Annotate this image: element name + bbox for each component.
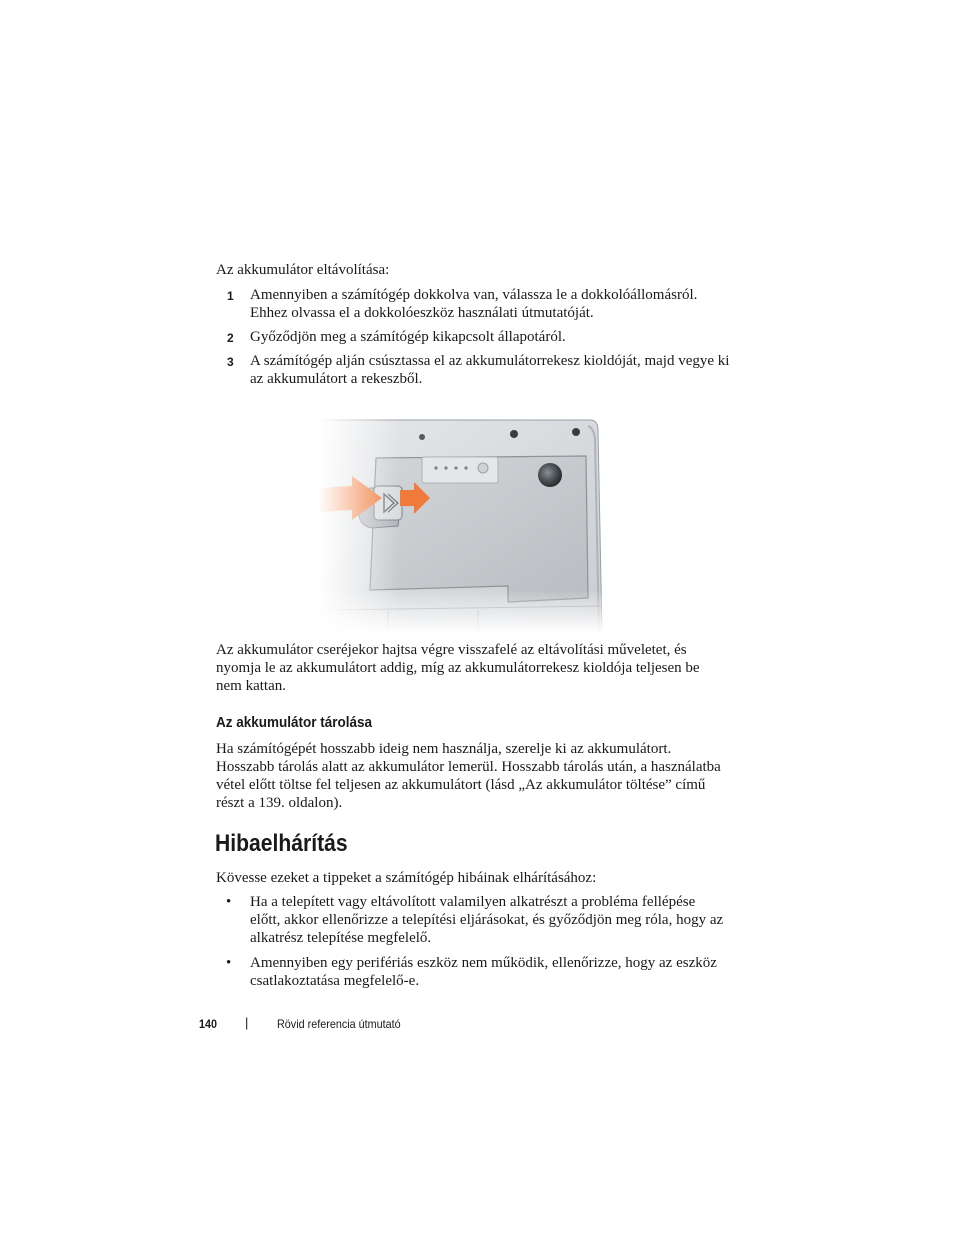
storage-paragraph: Ha számítógépét hosszabb ideig nem használja, szerelje ki az akkumulátort. Hosszabb tárolás alatt az akkumulátor lemerül. Hosszabb tárolás után, a használatba vétel előtt töltse fel teljesen az akkumulátort (lásd „Az akkumulátor töltése” című részt a 139. oldalon). xyxy=(216,741,721,811)
intro-text: Az akkumulátor eltávolítása: xyxy=(216,262,390,278)
battery-removal-illustration xyxy=(318,418,608,633)
step-text: A számítógép alján csúsztassa el az akkumulátorrekesz kioldóját, majd vegye ki az akkumulátort a rekeszből. xyxy=(250,353,730,387)
step-text: Győződjön meg a számítógép kikapcsolt állapotáról. xyxy=(250,329,566,345)
laptop-underside-image xyxy=(318,418,608,633)
footer-title: Rövid referencia útmutató xyxy=(277,1017,401,1031)
step-text: Amennyiben a számítógép dokkolva van, válassza le a dokkolóállomásról. Ehhez olvassa el a dokkolóeszköz használati útmutatóját. xyxy=(250,287,698,321)
replace-paragraph: Az akkumulátor cseréjekor hajtsa végre visszafelé az eltávolítási műveletet, és nyomja le az akkumulátort addig, míg az akkumulátorrekesz kioldója teljesen be nem kattan. xyxy=(216,642,700,694)
page-number: 140 xyxy=(199,1017,218,1031)
bullet-icon: • xyxy=(226,955,232,971)
footer-separator: | xyxy=(245,1015,249,1030)
storage-heading: Az akkumulátor tárolása xyxy=(216,714,373,731)
troubleshooting-intro: Kövesse ezeket a tippeket a számítógép hibáinak elhárításához: xyxy=(216,870,597,886)
step-number: 2 xyxy=(227,331,234,345)
step-number: 3 xyxy=(227,355,234,369)
page-title: Hibaelhárítás xyxy=(215,830,348,857)
list-item-text: Amennyiben egy perifériás eszköz nem működik, ellenőrizze, hogy az eszköz csatlakoztatása megfelelő-e. xyxy=(250,955,717,989)
step-number: 1 xyxy=(227,289,234,303)
list-item-text: Ha a telepített vagy eltávolított valamilyen alkatrészt a probléma fellépése előtt, akkor ellenőrizze a telepítési eljárásokat, és győződjön meg róla, hogy az alkatrész telepítése megfelelő. xyxy=(250,894,724,946)
bullet-icon: • xyxy=(226,894,232,910)
